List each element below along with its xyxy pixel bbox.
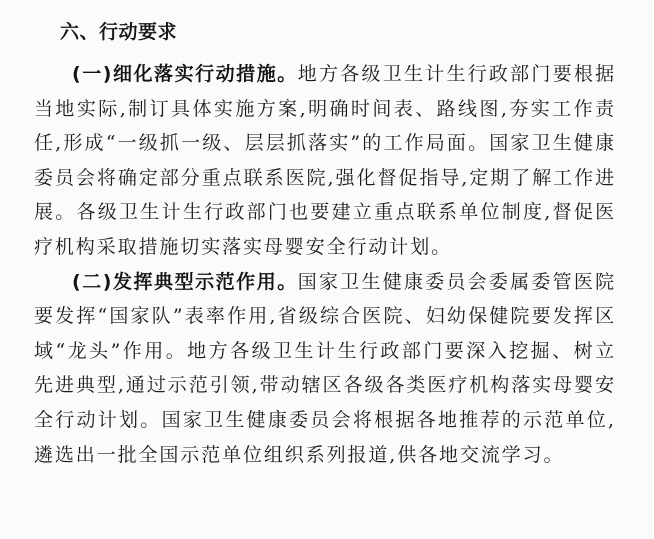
- paragraph-2-body: 国家卫生健康委员会委属委管医院要发挥“国家队”表率作用,省级综合医院、妇幼保健院要发挥区域“龙头”作用。地方各级卫生计生行政部门要深入挖掘、树立先进典型,通过示范引领,带动辖区各级各类医疗机构落实母婴安全行动计划。国家卫生健康委员会将根据各地推荐的示范单位,遴选出一批全国示范单位组织系列报道,供各地交流学习。: [34, 270, 616, 466]
- paragraph-1-body: 地方各级卫生计生行政部门要根据当地实际,制订具体实施方案,明确时间表、路线图,夯实工作责任,形成“一级抓一级、层层抓落实”的工作局面。国家卫生健康委员会将确定部分重点联系医院,强化督促指导,定期了解工作进展。各级卫生计生行政部门也要建立重点联系单位制度,督促医疗机构采取措施切实落实母婴安全行动计划。: [34, 63, 616, 258]
- paragraph-1: [34, 57, 616, 265]
- paragraph-1-lead: (一)细化落实行动措施。: [72, 63, 298, 85]
- paragraph-2-lead: (二)发挥典型示范作用。: [72, 270, 298, 293]
- paragraph-2: [34, 265, 616, 473]
- section-heading: 六、行动要求: [60, 21, 178, 43]
